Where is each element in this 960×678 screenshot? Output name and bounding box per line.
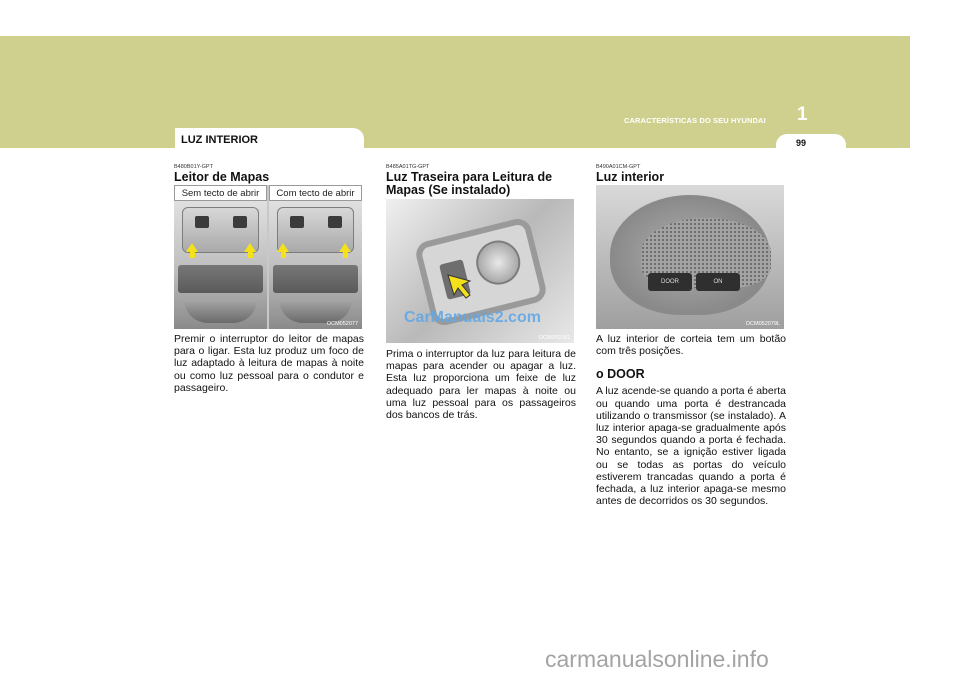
body-text: Prima o interruptor da luz para leitura de mapas para acender ou apagar a luz. Esta luz proporciona um feixe de luz adequado para ler mapas à noite ou uma luz pessoal para os passageiros dos bancos de trás.	[386, 348, 576, 422]
column-room-lamp	[596, 164, 786, 507]
label-with-sunroof: Com tecto de abrir	[269, 185, 362, 201]
section-code: B485A01TG-GPT	[386, 164, 430, 170]
watermark: CarManuals2.com	[404, 309, 541, 326]
arrow-up-icon	[186, 243, 198, 252]
header-band	[0, 36, 910, 148]
body-text: A luz acende-se quando a porta é aberta ou quando uma porta é destrancada utilizando o transmissor (se instalado). A luz interior apaga-se gradualmente após 30 segundos quando a porta é fechada. No entanto, se a ignição estiver ligada ou se todas as portas do veículo estiverem trancadas quando a porta é fechada, a luz interior apaga-se mesmo antes de decorridos os 30 segundos.	[596, 385, 786, 508]
arrow-up-icon	[244, 243, 256, 252]
image-caption: OCM052079L	[745, 321, 780, 327]
room-lamp-illustration	[596, 185, 784, 329]
illustration-without-sunroof	[174, 185, 267, 329]
lamp-icon	[328, 216, 342, 228]
arrow-up-icon	[277, 243, 289, 252]
column-rear-map-lamp	[386, 164, 576, 421]
chapter-number: 1	[797, 104, 808, 125]
section-code: B490A01CM-GPT	[596, 164, 641, 170]
illustration-with-sunroof	[269, 185, 362, 329]
arrow-up-icon	[339, 243, 351, 252]
section-code: B480B01Y-GPT	[174, 164, 213, 170]
lamp-lens	[472, 236, 525, 289]
column-map-reader	[174, 164, 364, 394]
map-reader-illustration	[174, 185, 362, 329]
image-caption: OCM052081	[538, 335, 570, 341]
image-caption: OCM052077	[326, 321, 358, 327]
page-number: 99	[795, 138, 806, 148]
door-button: DOOR	[648, 273, 692, 291]
section-title: LUZ INTERIOR	[181, 134, 258, 146]
section-heading: Leitor de Mapas	[174, 170, 270, 184]
lamp-icon	[290, 216, 304, 228]
lamp-icon	[195, 216, 209, 228]
sub-heading: o DOOR	[596, 367, 645, 382]
body-text: A luz interior de corteia tem um botão com três posições.	[596, 333, 786, 358]
section-heading: Luz Traseira para Leitura de Mapas (Se instalado)	[386, 170, 553, 197]
arrow-pointer-icon	[444, 271, 474, 301]
footer-watermark[interactable]: carmanualsonline.info	[545, 646, 769, 672]
label-without-sunroof: Sem tecto de abrir	[174, 185, 267, 201]
on-button: ON	[696, 273, 740, 291]
chapter-title: CARACTERÍSTICAS DO SEU HYUNDAI	[624, 116, 766, 125]
lamp-icon	[233, 216, 247, 228]
rear-map-lamp-illustration	[386, 199, 574, 343]
body-text: Premir o interruptor do leitor de mapas para o ligar. Esta luz produz um foco de luz adaptado à leitura de mapas à noite ou como luz pessoal para o condutor e passageiro.	[174, 333, 364, 394]
section-heading: Luz interior	[596, 170, 665, 184]
